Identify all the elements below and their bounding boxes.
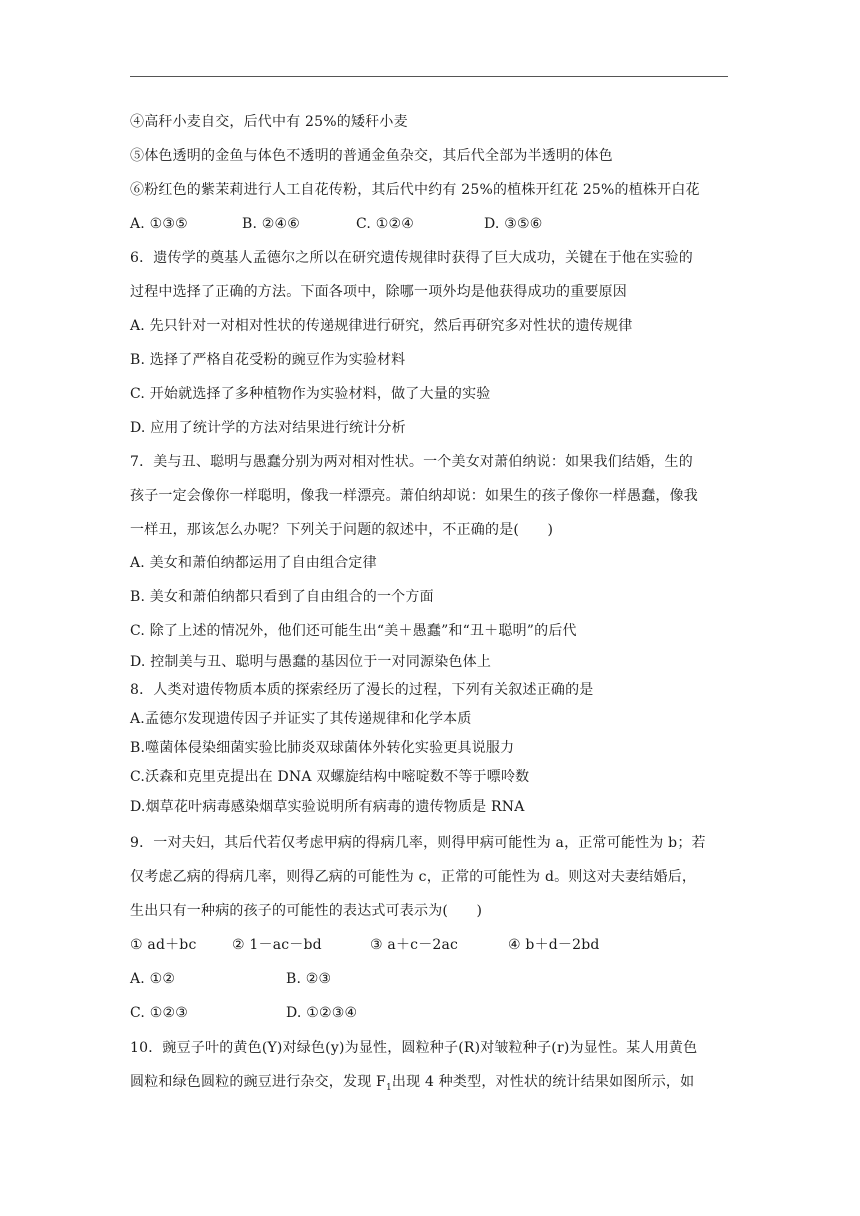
q8-option-c: C.沃森和克里克提出在 DNA 双螺旋结构中嘧啶数不等于嘌呤数	[130, 769, 530, 785]
q10-f1-subscript: 1	[385, 1082, 392, 1093]
q10-stem-1: 10．豌豆子叶的黄色(Y)对绿色(y)为显性，圆粒种子(R)对皱粒种子(r)为显性。某人用黄色	[130, 1040, 698, 1056]
q9-options-cd	[130, 1003, 357, 1023]
q6-option-a: A. 先只针对一对相对性状的传递规律进行研究，然后再研究多对性状的遗传规律	[130, 318, 633, 334]
q8-option-a: A.孟德尔发现遗传因子并证实了其传递规律和化学本质	[130, 711, 472, 727]
q9-options-ab	[130, 969, 331, 989]
q10-stem-2-b: 出现 4 种类型，对性状的统计结果如图所示，如	[391, 1074, 695, 1090]
header-rule	[130, 76, 728, 77]
q10-stem-2-a: 圆粒和绿色圆粒的豌豆进行杂交，发现 F	[130, 1074, 386, 1090]
q5-option-c: C. ①②④	[356, 216, 414, 232]
q9-expressions	[130, 935, 600, 955]
item-4: ④高秆小麦自交，后代中有 25%的矮秆小麦	[130, 114, 408, 130]
q8-option-b: B.噬菌体侵染细菌实验比肺炎双球菌体外转化实验更具说服力	[130, 740, 515, 756]
item-6: ⑥粉红色的紫茉莉进行人工自花传粉，其后代中约有 25%的植株开红花 25%的植株开白花	[130, 182, 700, 198]
q7-option-a: A. 美女和萧伯纳都运用了自由组合定律	[130, 555, 377, 571]
q7-stem-3: 一样丑，那该怎么办呢？下列关于问题的叙述中，不正确的是( )	[130, 522, 554, 538]
q9-expr-2: ② 1－ac－bd	[232, 937, 322, 953]
q6-option-c: C. 开始就选择了多种植物作为实验材料，做了大量的实验	[130, 386, 491, 402]
q9-expr-3: ③ a＋c－2ac	[370, 937, 459, 953]
q7-option-b: B. 美女和萧伯纳都只看到了自由组合的一个方面	[130, 589, 434, 605]
q9-expr-4: ④ b＋d－2bd	[508, 937, 600, 953]
item-5: ⑤体色透明的金鱼与体色不透明的普通金鱼杂交，其后代全部为半透明的体色	[130, 148, 613, 164]
q9-option-d: D. ①②③④	[286, 1005, 358, 1021]
q5-option-a: A. ①③⑤	[130, 216, 188, 232]
q7-stem-1: 7．美与丑、聪明与愚蠢分别为两对相对性状。一个美女对萧伯纳说：如果我们结婚，生的	[130, 454, 693, 470]
q7-option-d: D. 控制美与丑、聪明与愚蠢的基因位于一对同源染色体上	[130, 654, 492, 670]
q5-option-b: B. ②④⑥	[242, 216, 301, 232]
q8-stem: 8．人类对遗传物质本质的探索经历了漫长的过程，下列有关叙述正确的是	[130, 682, 594, 698]
q9-option-c: C. ①②③	[130, 1005, 188, 1021]
q6-option-b: B. 选择了严格自花受粉的豌豆作为实验材料	[130, 352, 406, 368]
q10-stem-2	[130, 1072, 694, 1098]
q9-option-a: A. ①②	[130, 971, 176, 987]
q7-option-c: C. 除了上述的情况外，他们还可能生出“美＋愚蠢”和“丑＋聪明”的后代	[130, 623, 577, 639]
q5-options	[130, 214, 542, 234]
q6-stem-2: 过程中选择了正确的方法。下面各项中，除哪一项外均是他获得成功的重要原因	[130, 284, 627, 300]
q9-stem-3: 生出只有一种病的孩子的可能性的表达式可表示为( )	[130, 903, 483, 919]
q9-expr-1: ① ad＋bc	[130, 937, 197, 953]
q6-stem-1: 6．遗传学的奠基人孟德尔之所以在研究遗传规律时获得了巨大成功，关键在于他在实验的	[130, 250, 693, 266]
q8-option-d: D.烟草花叶病毒感染烟草实验说明所有病毒的遗传物质是 RNA	[130, 799, 525, 815]
q6-option-d: D. 应用了统计学的方法对结果进行统计分析	[130, 420, 406, 436]
q5-option-d: D. ③⑤⑥	[484, 216, 543, 232]
q9-stem-1: 9．一对夫妇，其后代若仅考虑甲病的得病几率，则得甲病可能性为 a，正常可能性为 b；若	[130, 835, 706, 851]
q9-option-b: B. ②③	[286, 971, 332, 987]
q7-stem-2: 孩子一定会像你一样聪明，像我一样漂亮。萧伯纳却说：如果生的孩子像你一样愚蠢，像我	[130, 488, 698, 504]
q9-stem-2: 仅考虑乙病的得病几率，则得乙病的可能性为 c，正常的可能性为 d。则这对夫妻结婚后，	[130, 869, 697, 885]
